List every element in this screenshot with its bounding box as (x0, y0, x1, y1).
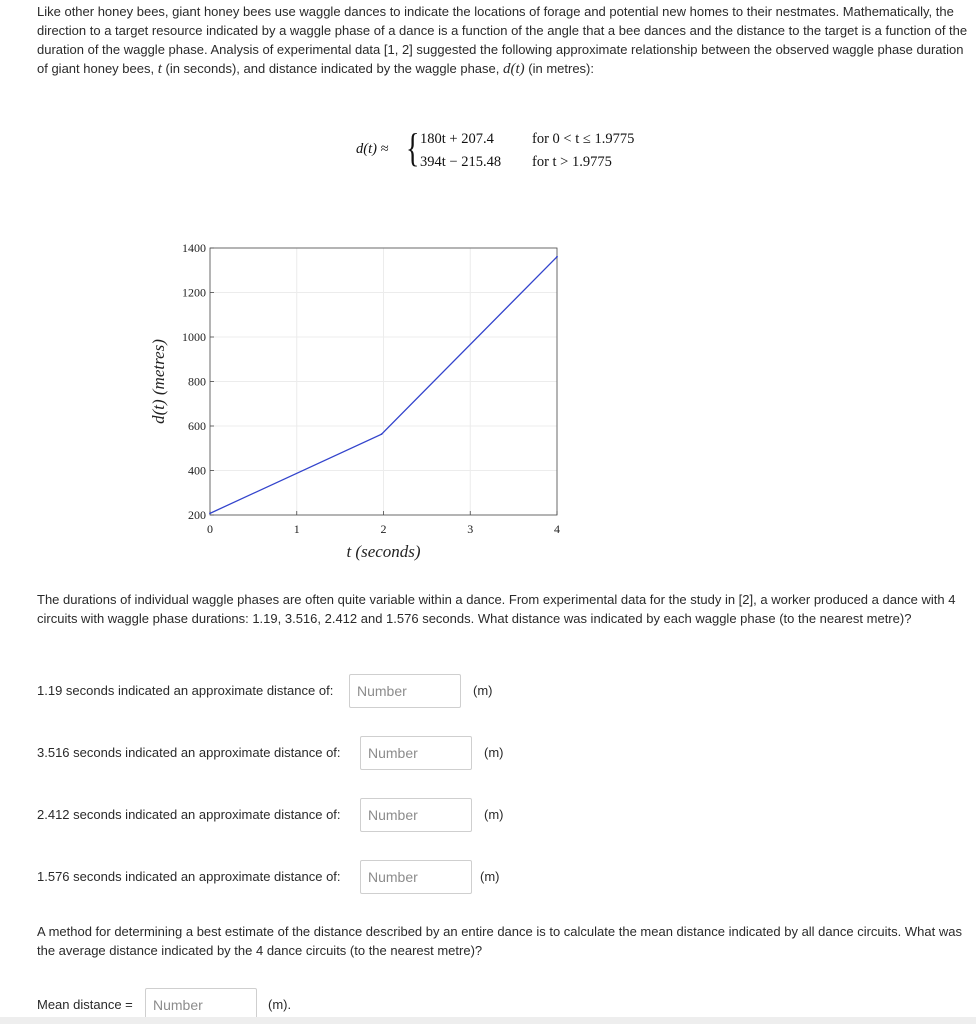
distance-input-3[interactable] (360, 798, 472, 832)
x-tick-label: 0 (207, 522, 213, 536)
y-tick-label: 1400 (182, 241, 206, 255)
x-tick-label: 4 (554, 522, 560, 536)
formula-row2-cond: for t > 1.9775 (532, 154, 612, 170)
formula-row1-cond: for 0 < t ≤ 1.9775 (532, 131, 635, 147)
y-tick-label: 400 (188, 463, 206, 478)
data-point (381, 433, 383, 435)
question-label-4: 1.576 seconds indicated an approximate distance of: (37, 869, 341, 884)
question-row-4 (37, 860, 517, 894)
x-tick-label: 1 (293, 522, 300, 536)
distance-input-4[interactable] (360, 860, 472, 894)
x-tick-label: 2 (380, 522, 387, 536)
paragraph-durations: The durations of individual waggle phases are often quite variable within a dance. From experimental data for the study in [2], a worker produced a dance with 4 circuits with waggle phase durations: 1.19, 3.516, 2.412 and 1.576 seconds. What distance was indicated by each waggle phase (to the nearest metre)? (37, 592, 956, 626)
intro-text-1: Like other honey bees, giant honey bees use waggle dances to indicate the locations of forage and potential new homes to their nestmates. Mathematically, the direction to a target resource indicated by a waggle phase of a dance is a function of the angle that a bee dances and the distance to the target is a function of the duration of the waggle phase. Analysis of experimental data [1, 2] suggested the following approximate relationship between the observed waggle phase duration of giant honey bees, (37, 4, 968, 76)
data-point (209, 512, 211, 514)
unit-label-4: (m) (480, 869, 500, 884)
question-row-3 (37, 798, 517, 832)
distance-chart (140, 230, 580, 565)
y-tick-label: 1000 (182, 330, 206, 344)
formula-row1-expr: 180t + 207.4 (420, 131, 494, 147)
question-row-2 (37, 736, 517, 770)
question-label-3: 2.412 seconds indicated an approximate distance of: (37, 807, 341, 822)
y-tick-label: 800 (188, 374, 206, 389)
question-label-2: 3.516 seconds indicated an approximate distance of: (37, 745, 341, 760)
intro-text-2: (in seconds), and distance indicated by the waggle phase, (161, 61, 503, 76)
formula-row2-expr: 394t − 215.48 (420, 154, 502, 170)
unit-label-2: (m) (484, 745, 504, 760)
x-axis-label: t (seconds) (346, 542, 421, 561)
distance-input-1[interactable] (349, 674, 461, 708)
unit-label-1: (m) (473, 683, 493, 698)
mean-unit-label: (m). (268, 997, 292, 1012)
paragraph-mean: A method for determining a best estimate of the distance described by an entire dance is to calculate the mean distance indicated by all dance circuits. What was the average distance indicated by the 4 dance circuits (to the nearest metre)? (37, 924, 962, 958)
data-point (556, 256, 558, 258)
question-row-1 (37, 674, 517, 708)
y-tick-label: 600 (188, 419, 206, 433)
mean-label: Mean distance = (37, 997, 133, 1012)
intro-text-3: (in metres): (524, 61, 594, 76)
var-t: t (157, 61, 162, 77)
question-label-1: 1.19 seconds indicated an approximate distance of: (37, 683, 334, 698)
unit-label-3: (m) (484, 807, 504, 822)
intro-paragraph (37, 2, 972, 79)
x-tick-label: 3 (467, 522, 474, 536)
formula-brace: { (406, 125, 420, 170)
y-axis-label: d(t) (metres) (149, 339, 168, 424)
bottom-divider (0, 1017, 976, 1024)
var-dt: d(t) (502, 61, 525, 77)
y-tick-label: 1200 (182, 285, 206, 300)
y-tick-label: 200 (188, 508, 206, 522)
distance-input-2[interactable] (360, 736, 472, 770)
formula-lhs: d(t) ≈ (356, 141, 389, 157)
